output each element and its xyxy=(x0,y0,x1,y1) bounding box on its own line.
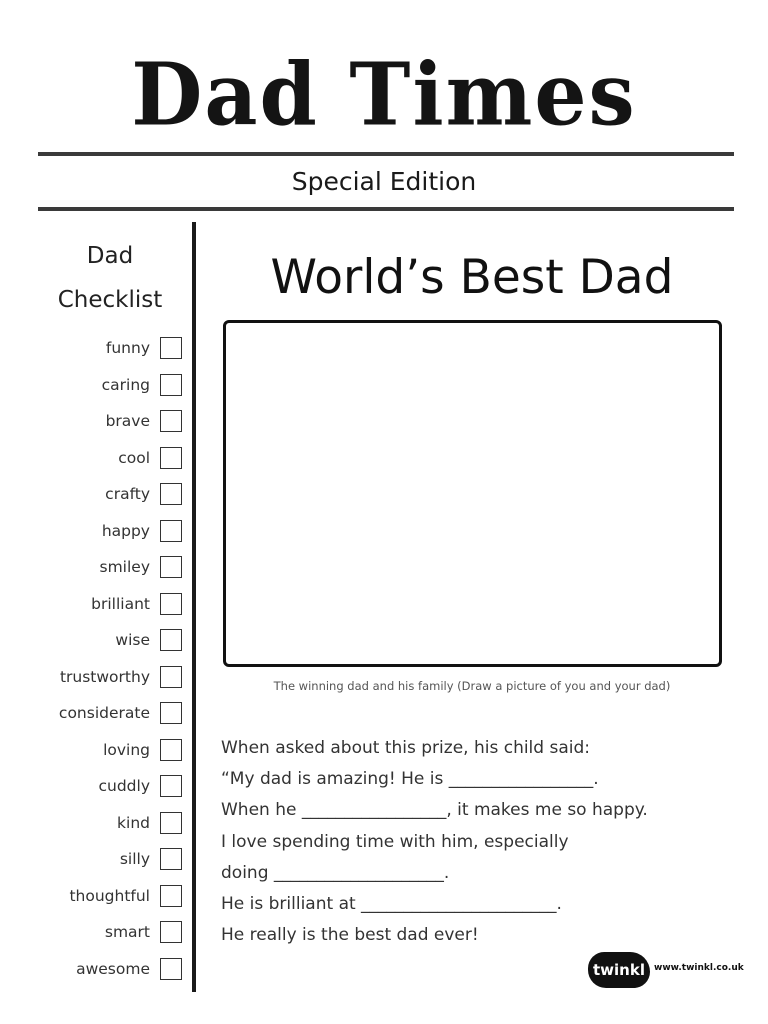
checklist-checkbox[interactable] xyxy=(160,848,182,870)
checklist-title-line1: Dad xyxy=(86,243,134,269)
checklist-item xyxy=(40,805,182,842)
checklist-item xyxy=(40,732,182,769)
checklist-item-label: caring xyxy=(101,375,150,394)
checklist-checkbox[interactable] xyxy=(160,629,182,651)
twinkl-logo: twinkl xyxy=(588,952,650,988)
column-divider xyxy=(192,222,196,992)
story-line: When asked about this prize, his child said: xyxy=(221,738,590,758)
checklist-checkbox[interactable] xyxy=(160,812,182,834)
checklist-checkbox[interactable] xyxy=(160,593,182,615)
checklist-checkbox[interactable] xyxy=(160,666,182,688)
masthead-bottom-rule xyxy=(38,207,734,211)
dad-checklist xyxy=(40,330,182,987)
story-line: doing ____________________. xyxy=(221,862,450,883)
page-headline: World’s Best Dad xyxy=(270,250,674,305)
checklist-checkbox[interactable] xyxy=(160,556,182,578)
checklist-item-label: loving xyxy=(103,740,150,759)
checklist-item-label: brave xyxy=(105,412,150,431)
checklist-item-label: happy xyxy=(101,521,150,540)
checklist-item xyxy=(40,513,182,550)
checklist-item-label: cuddly xyxy=(98,777,150,796)
checklist-item-label: brilliant xyxy=(91,594,150,613)
checklist-item-label: trustworthy xyxy=(59,667,150,686)
checklist-item-label: silly xyxy=(119,850,150,869)
checklist-item xyxy=(40,914,182,951)
checklist-item xyxy=(40,768,182,805)
checklist-item xyxy=(40,586,182,623)
checklist-item xyxy=(40,440,182,477)
checklist-item-label: kind xyxy=(117,813,150,832)
checklist-item-label: awesome xyxy=(76,959,150,978)
checklist-item xyxy=(40,659,182,696)
checklist-title xyxy=(40,234,180,322)
checklist-checkbox[interactable] xyxy=(160,921,182,943)
checklist-item xyxy=(40,841,182,878)
checklist-item-label: smart xyxy=(104,923,150,942)
checklist-item-label: smiley xyxy=(99,558,150,577)
story-line: He is brilliant at _______________________. xyxy=(221,894,562,915)
checklist-item-label: funny xyxy=(105,339,150,358)
story-line: He really is the best dad ever! xyxy=(221,925,479,946)
checklist-item-label: wise xyxy=(115,631,150,650)
checklist-item xyxy=(40,403,182,440)
checklist-item xyxy=(40,622,182,659)
edition-label: Special Edition xyxy=(291,167,477,196)
checklist-item xyxy=(40,951,182,988)
checklist-item xyxy=(40,549,182,586)
checklist-item xyxy=(40,878,182,915)
checklist-item xyxy=(40,476,182,513)
footer-url: www.twinkl.co.uk xyxy=(654,963,744,973)
checklist-checkbox[interactable] xyxy=(160,447,182,469)
checklist-item-label: cool xyxy=(118,448,150,467)
checklist-checkbox[interactable] xyxy=(160,374,182,396)
checklist-item xyxy=(40,330,182,367)
checklist-checkbox[interactable] xyxy=(160,739,182,761)
drawing-frame[interactable] xyxy=(223,320,722,667)
checklist-checkbox[interactable] xyxy=(160,885,182,907)
checklist-item-label: considerate xyxy=(58,704,150,723)
checklist-item-label: thoughtful xyxy=(69,886,150,905)
checklist-item xyxy=(40,695,182,732)
checklist-checkbox[interactable] xyxy=(160,483,182,505)
masthead-title: Dad Times xyxy=(131,44,637,146)
checklist-checkbox[interactable] xyxy=(160,337,182,359)
checklist-checkbox[interactable] xyxy=(160,775,182,797)
story-line: When he _________________, it makes me so happy. xyxy=(221,800,648,821)
story-text xyxy=(221,733,741,951)
checklist-item xyxy=(40,367,182,404)
checklist-checkbox[interactable] xyxy=(160,702,182,724)
checklist-item-label: crafty xyxy=(105,485,150,504)
masthead-top-rule xyxy=(38,152,734,156)
story-line: “My dad is amazing! He is _________________. xyxy=(221,769,599,790)
story-line: I love spending time with him, especially xyxy=(221,831,569,852)
picture-caption: The winning dad and his family (Draw a picture of you and your dad) xyxy=(273,679,671,693)
checklist-checkbox[interactable] xyxy=(160,520,182,542)
checklist-checkbox[interactable] xyxy=(160,958,182,980)
checklist-checkbox[interactable] xyxy=(160,410,182,432)
checklist-title-line2: Checklist xyxy=(57,287,163,313)
